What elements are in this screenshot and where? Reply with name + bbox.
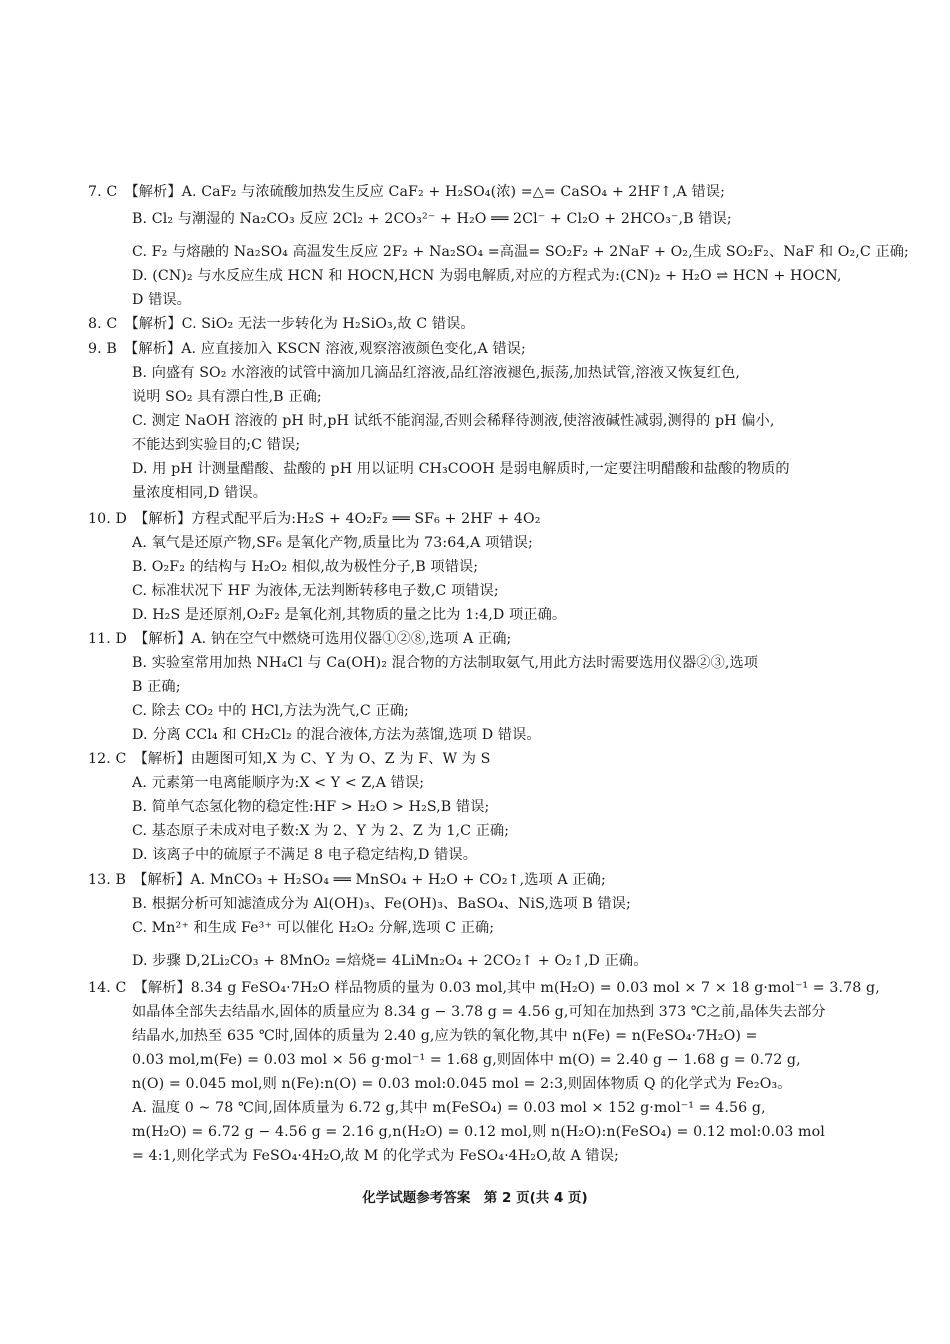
text-line: C. 基态原子未成对电子数:X 为 2、Y 为 2、Z 为 1,C 正确; (132, 823, 510, 839)
text-line: C. 除去 CO₂ 中的 HCl,方法为洗气,C 正确; (132, 703, 409, 719)
text-line: D. 用 pH 计测量醋酸、盐酸的 pH 用以证明 CH₃COOH 是弱电解质时,一定要注明醋酸和盐酸的物质的 (132, 461, 790, 477)
page-footer: 化学试题参考答案 第 2 页(共 4 页) (362, 1190, 588, 1206)
text-line: 8. C 【解析】C. SiO₂ 无法一步转化为 H₂SiO₃,故 C 错误。 (88, 316, 475, 332)
text-line: B. 简单气态氢化物的稳定性:HF > H₂O > H₂S,B 错误; (132, 799, 490, 815)
text-line: 9. B 【解析】A. 应直接加入 KSCN 溶液,观察溶液颜色变化,A 错误; (88, 341, 526, 357)
text-line: D 错误。 (132, 292, 191, 308)
text-line: D. 分离 CCl₄ 和 CH₂Cl₂ 的混合液体,方法为蒸馏,选项 D 错误。 (132, 727, 541, 743)
text-line: D. 该离子中的硫原子不满足 8 电子稳定结构,D 错误。 (132, 847, 477, 863)
text-line: 量浓度相同,D 错误。 (132, 485, 267, 501)
text-line: 14. C 【解析】8.34 g FeSO₄·7H₂O 样品物质的量为 0.03 mol,其中 m(H₂O) = 0.03 mol × 7 × 18 g·mol⁻¹ = 3.78 g, (88, 980, 880, 996)
text-line: m(H₂O) = 6.72 g − 4.56 g = 2.16 g,n(H₂O) = 0.12 mol,则 n(H₂O):n(FeSO₄) = 0.12 mol:0.03 mol (132, 1124, 825, 1140)
text-line: 不能达到实验目的;C 错误; (132, 437, 301, 453)
text-line: 12. C 【解析】由题图可知,X 为 C、Y 为 O、Z 为 F、W 为 S (88, 751, 491, 767)
text-line: 说明 SO₂ 具有漂白性,B 正确; (132, 389, 322, 405)
text-line: B. 向盛有 SO₂ 水溶液的试管中滴加几滴品红溶液,品红溶液褪色,振荡,加热试管,溶液又恢复红色, (132, 365, 740, 381)
text-line: 13. B 【解析】A. MnCO₃ + H₂SO₄ ══ MnSO₄ + H₂O + CO₂↑,选项 A 正确; (88, 872, 606, 888)
text-line: n(O) = 0.045 mol,则 n(Fe):n(O) = 0.03 mol:0.045 mol = 2:3,则固体物质 Q 的化学式为 Fe₂O₃。 (132, 1076, 792, 1092)
text-line: 结晶水,加热至 635 ℃时,固体的质量为 2.40 g,应为铁的氧化物,其中 n(Fe) = n(FeSO₄·7H₂O) = (132, 1028, 758, 1044)
text-line: 0.03 mol,m(Fe) = 0.03 mol × 56 g·mol⁻¹ = 1.68 g,则固体中 m(O) = 2.40 g − 1.68 g = 0.72 g, (132, 1052, 801, 1068)
text-line: A. 氧气是还原产物,SF₆ 是氧化产物,质量比为 73:64,A 项错误; (132, 535, 533, 551)
text-line: D. 步骤 D,2Li₂CO₃ + 8MnO₂ =焙烧= 4LiMn₂O₄ + 2CO₂↑ + O₂↑,D 正确。 (132, 953, 648, 969)
text-line: B. 根据分析可知滤渣成分为 Al(OH)₃、Fe(OH)₃、BaSO₄、NiS,选项 B 错误; (132, 896, 631, 912)
text-line: B 正确; (132, 679, 181, 695)
text-line: C. F₂ 与熔融的 Na₂SO₄ 高温发生反应 2F₂ + Na₂SO₄ =高温= SO₂F₂ + 2NaF + O₂,生成 SO₂F₂、NaF 和 O₂,C 正确; (132, 244, 909, 260)
text-line: = 4:1,则化学式为 FeSO₄·4H₂O,故 M 的化学式为 FeSO₄·4H₂O,故 A 错误; (132, 1148, 619, 1164)
text-line: B. 实验室常用加热 NH₄Cl 与 Ca(OH)₂ 混合物的方法制取氨气,用此方法时需要选用仪器②③,选项 (132, 655, 759, 671)
text-line: 7. C 【解析】A. CaF₂ 与浓硫酸加热发生反应 CaF₂ + H₂SO₄(浓) =△= CaSO₄ + 2HF↑,A 错误; (88, 184, 725, 200)
text-line: B. O₂F₂ 的结构与 H₂O₂ 相似,故为极性分子,B 项错误; (132, 559, 479, 575)
text-line: 10. D 【解析】方程式配平后为:H₂S + 4O₂F₂ ══ SF₆ + 2HF + 4O₂ (88, 511, 541, 527)
text-line: A. 元素第一电离能顺序为:X < Y < Z,A 错误; (132, 775, 425, 791)
text-line: 如晶体全部失去结晶水,固体的质量应为 8.34 g − 3.78 g = 4.56 g,可知在加热到 373 ℃之前,晶体失去部分 (132, 1004, 826, 1020)
text-line: C. 标准状况下 HF 为液体,无法判断转移电子数,C 项错误; (132, 583, 499, 599)
text-line: B. Cl₂ 与潮湿的 Na₂CO₃ 反应 2Cl₂ + 2CO₃²⁻ + H₂O ══ 2Cl⁻ + Cl₂O + 2HCO₃⁻,B 错误; (132, 211, 732, 227)
text-line: A. 温度 0 ~ 78 ℃间,固体质量为 6.72 g,其中 m(FeSO₄) = 0.03 mol × 152 g·mol⁻¹ = 4.56 g, (132, 1100, 766, 1116)
text-line: C. Mn²⁺ 和生成 Fe³⁺ 可以催化 H₂O₂ 分解,选项 C 正确; (132, 920, 495, 936)
text-line: D. (CN)₂ 与水反应生成 HCN 和 HOCN,HCN 为弱电解质,对应的方程式为:(CN)₂ + H₂O ⇌ HCN + HOCN, (132, 268, 842, 284)
text-line: D. H₂S 是还原剂,O₂F₂ 是氧化剂,其物质的量之比为 1:4,D 项正确。 (132, 607, 567, 623)
text-line: 11. D 【解析】A. 钠在空气中燃烧可选用仪器①②⑧,选项 A 正确; (88, 631, 512, 647)
text-line: C. 测定 NaOH 溶液的 pH 时,pH 试纸不能润湿,否则会稀释待测液,使溶液碱性减弱,测得的 pH 偏小, (132, 413, 775, 429)
